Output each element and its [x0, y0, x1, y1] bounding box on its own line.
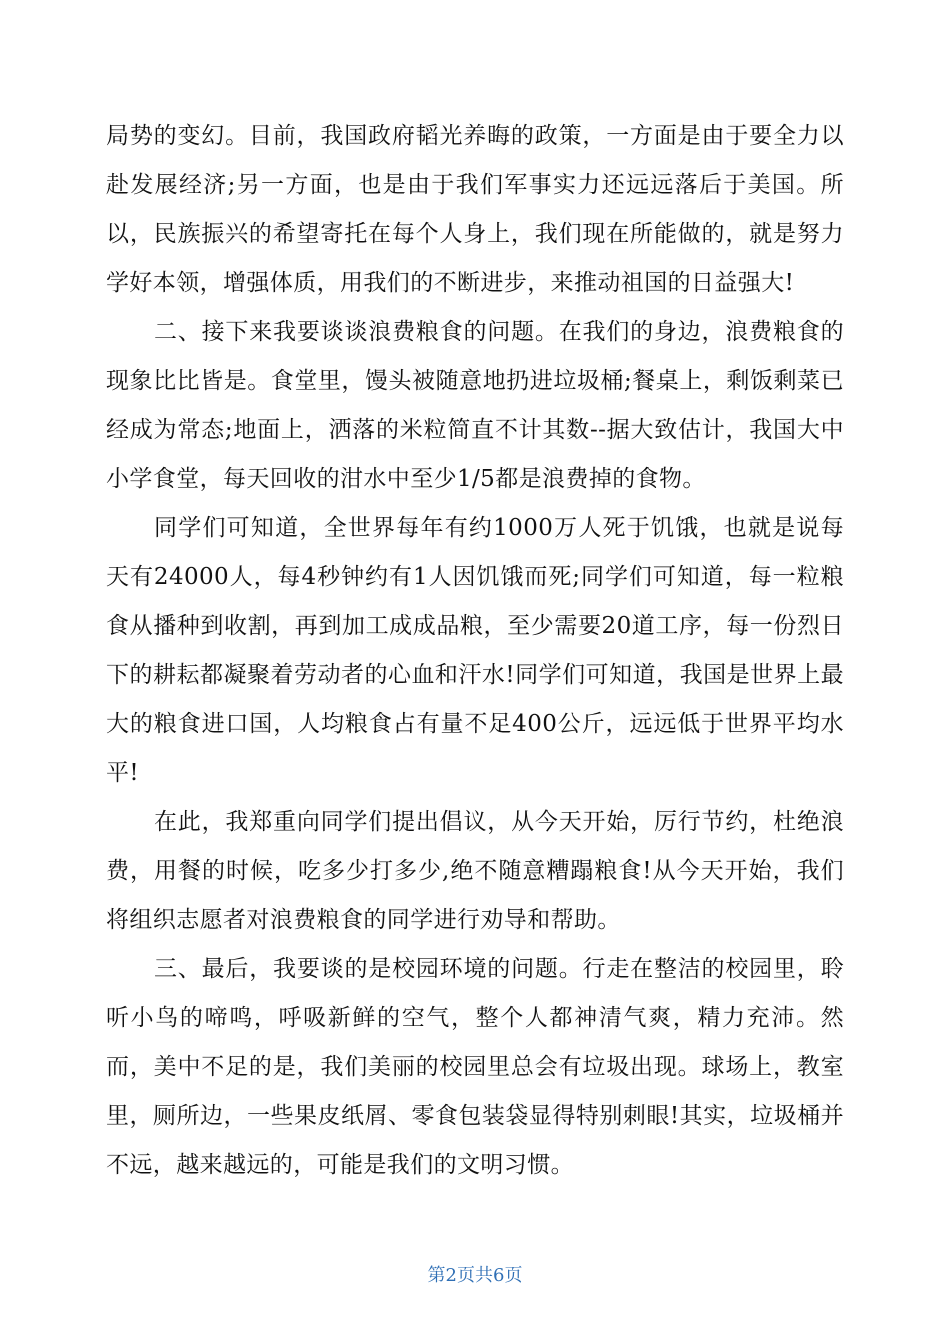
paragraph-4: 在此，我郑重向同学们提出倡议，从今天开始，厉行节约，杜绝浪费，用餐的时候，吃多少打多少,绝不随意糟蹋粮食!从今天开始，我们将组织志愿者对浪费粮食的同学进行劝导和帮助。 [106, 809, 844, 933]
page-number-footer: 第2页共6页 [427, 1265, 523, 1286]
document-body [106, 112, 844, 1190]
paragraph-2: 二、接下来我要谈谈浪费粮食的问题。在我们的身边，浪费粮食的现象比比皆是。食堂里，馒头被随意地扔进垃圾桶;餐桌上，剩饭剩菜已经成为常态;地面上，洒落的米粒简直不计其数--据大致估计，我国大中小学食堂，每天回收的泔水中至少1/5都是浪费掉的食物。 [106, 319, 844, 492]
paragraph-1: 局势的变幻。目前，我国政府韬光养晦的政策，一方面是由于要全力以赴发展经济;另一方面，也是由于我们军事实力还远远落后于美国。所以，民族振兴的希望寄托在每个人身上，我们现在所能做的，就是努力学好本领，增强体质，用我们的不断进步，来推动祖国的日益强大! [106, 123, 844, 296]
paragraph-3: 同学们可知道，全世界每年有约1000万人死于饥饿，也就是说每天有24000人，每4秒钟约有1人因饥饿而死;同学们可知道，每一粒粮食从播种到收割，再到加工成成品粮，至少需要20道工序，每一份烈日下的耕耘都凝聚着劳动者的心血和汗水!同学们可知道，我国是世界上最大的粮食进口国，人均粮食占有量不足400公斤，远远低于世界平均水平! [106, 515, 844, 786]
paragraph-5: 三、最后，我要谈的是校园环境的问题。行走在整洁的校园里，聆听小鸟的啼鸣，呼吸新鲜的空气，整个人都神清气爽，精力充沛。然而，美中不足的是，我们美丽的校园里总会有垃圾出现。球场上，教室里，厕所边，一些果皮纸屑、零食包装袋显得特别刺眼!其实，垃圾桶并不远，越来越远的，可能是我们的文明习惯。 [106, 956, 844, 1178]
